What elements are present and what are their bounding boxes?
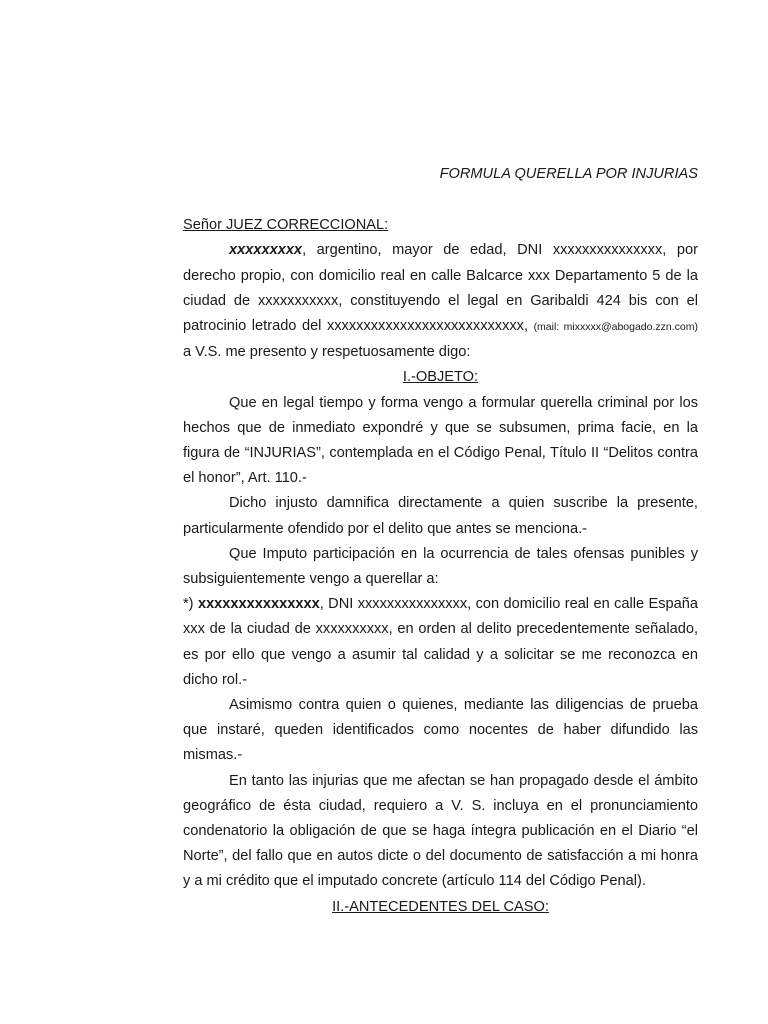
document-page (183, 162, 698, 920)
objeto-paragraph-1: Que en legal tiempo y forma vengo a formular querella criminal por los hechos que de inmediato expondré y que se subsumen, prima facie, en la figura de “INJURIAS”, contemplada en el Código Penal, Título II “Delitos contra el honor”, Art. 110.- (183, 394, 698, 487)
objeto-paragraph-3: Que Imputo participación en la ocurrencia de tales ofensas punibles y subsiguientemente vengo a querellar a: (183, 545, 698, 588)
defendant-name: xxxxxxxxxxxxxxx (197, 596, 320, 613)
bullet-prefix: *) (183, 596, 198, 613)
objeto-paragraph-5: Asimismo contra quien o quienes, mediante las diligencias de prueba que instaré, queden identificados como nocentes de haber difundido las mismas.- (183, 697, 698, 764)
intro-mail: (mail: mixxxxx@abogado.zzn.com) (533, 321, 698, 334)
document-title: FORMULA QUERELLA POR INJURIAS (439, 166, 698, 182)
objeto-paragraph-4 (183, 592, 698, 693)
section-heading-antecedentes: II.-ANTECEDENTES DEL CASO: (332, 898, 549, 915)
intro-text-2: a V.S. me presento y respetuosamente digo: (183, 344, 471, 361)
plaintiff-name: xxxxxxxxx (229, 242, 303, 259)
addressee: Señor JUEZ CORRECCIONAL: (183, 217, 389, 234)
defendant-text: , DNI xxxxxxxxxxxxxxx, con domicilio real en calle España xxx de la ciudad de xxxxxxxxxx, en orden al delito precedentemente señalado, es por ello que vengo a asumir tal calidad y a solicitar se me reconozca en dicho rol.- (183, 596, 699, 688)
intro-paragraph (183, 238, 698, 365)
section-heading-objeto: I.-OBJETO: (402, 369, 479, 386)
intro-text-1: , argentino, mayor de edad, DNI xxxxxxxxxxxxxxx, por derecho propio, con domicilio real en calle Balcarce xxx Departamento 5 de la ciudad de xxxxxxxxxxx, constituyendo el legal en Garibaldi 424 bis con el patrocinio letrado del xxxxxxxxxxxxxxxxxxxxxxxxxxx, (183, 242, 698, 335)
objeto-paragraph-2: Dicho injusto damnifica directamente a quien suscribe la presente, particularmente ofendido por el delito que antes se menciona.- (183, 495, 698, 537)
objeto-paragraph-6: En tanto las injurias que me afectan se han propagado desde el ámbito geográfico de ésta ciudad, requiero a V. S. incluya en el pronunciamiento condenatorio la obligación de que se haga íntegra publicación en el Diario “el Norte”, del fallo que en autos dicte o del documento de satisfacción a mi honra y a mi crédito que el imputado concrete (artículo 114 del Código Penal). (183, 772, 698, 890)
